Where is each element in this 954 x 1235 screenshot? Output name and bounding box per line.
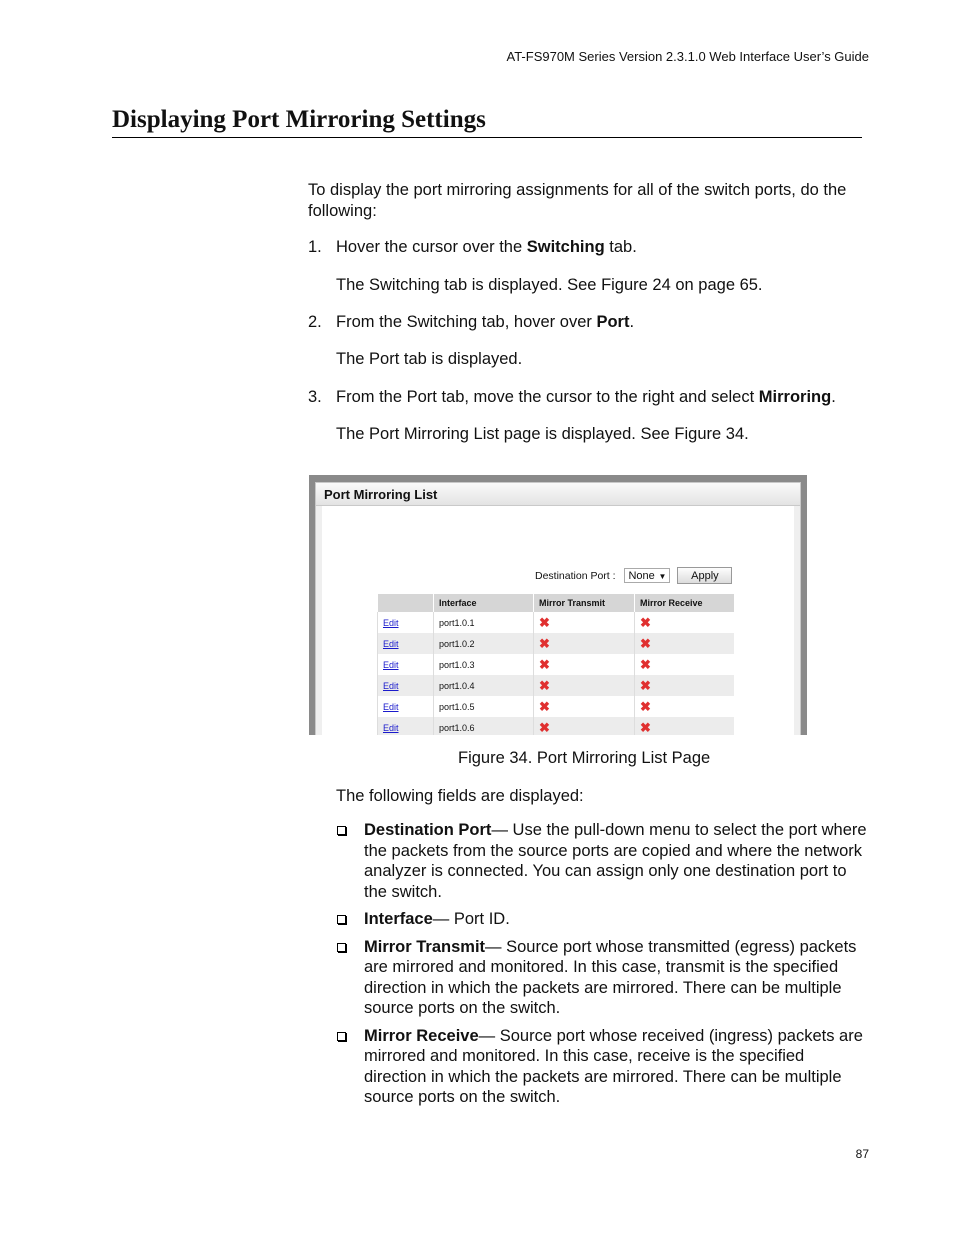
- interface-cell: port1.0.3: [434, 654, 534, 675]
- table-row: [378, 612, 735, 633]
- step-text: tab.: [604, 238, 637, 256]
- red-x-icon: ✖: [640, 657, 651, 672]
- edit-link[interactable]: Edit: [383, 722, 399, 733]
- destination-port-select[interactable]: [624, 568, 670, 583]
- step-text: From the Switching tab, hover over: [336, 313, 597, 331]
- edit-link[interactable]: Edit: [383, 701, 399, 712]
- destination-port-label: Destination Port :: [535, 569, 616, 582]
- field-list: [336, 820, 870, 1115]
- list-item: [336, 820, 870, 902]
- apply-button[interactable]: Apply: [677, 567, 732, 584]
- table-row: [378, 654, 735, 675]
- port-mirroring-screenshot: [309, 475, 807, 735]
- list-item: [336, 909, 870, 930]
- column-header-action: [378, 594, 434, 612]
- step-text: .: [629, 313, 635, 331]
- step-text: Hover the cursor over the: [336, 238, 527, 256]
- red-x-icon: ✖: [640, 678, 651, 693]
- step-text: .: [831, 388, 836, 406]
- field-name: Mirror Transmit: [364, 937, 486, 956]
- destination-port-value: None: [628, 570, 655, 582]
- step-3-result: The Port Mirroring List page is displayed. See Figure 34.: [336, 425, 749, 443]
- red-x-icon: ✖: [539, 657, 550, 672]
- step-2-result: The Port tab is displayed.: [336, 350, 523, 368]
- edit-link[interactable]: Edit: [383, 680, 399, 691]
- page-number: 87: [855, 1147, 869, 1161]
- table-header-row: [378, 594, 735, 612]
- red-x-icon: ✖: [539, 678, 550, 693]
- step-2: [308, 312, 870, 333]
- interface-cell: port1.0.5: [434, 696, 534, 717]
- destination-port-row: [535, 567, 732, 584]
- field-description: — Source port whose received (ingress) packets are mirrored and monitored. In this case, receive is the specified direction in which the packets are mirrored. There can be multiple source ports on the switch.: [364, 1026, 863, 1106]
- column-header-mirror-receive: Mirror Receive: [635, 594, 735, 612]
- red-x-icon: ✖: [539, 615, 550, 630]
- column-header-mirror-transmit: Mirror Transmit: [534, 594, 635, 612]
- step-keyword: Port: [596, 313, 630, 331]
- step-1-result: The Switching tab is displayed. See Figure 24 on page 65.: [336, 276, 763, 294]
- field-description: — Use the pull-down menu to select the port where the packets from the source ports are copied and where the network analyzer is connected. You can assign only one destination port to the switch.: [364, 821, 867, 901]
- panel: [315, 482, 801, 735]
- section-title: Displaying Port Mirroring Settings: [112, 106, 862, 138]
- step-keyword: Switching: [526, 238, 605, 256]
- field-name: Interface: [364, 910, 433, 928]
- interface-cell: port1.0.1: [434, 612, 534, 633]
- step-number: 1.: [308, 238, 322, 256]
- panel-body: [316, 506, 800, 735]
- step-text: From the Port tab, move the cursor to the right and select: [336, 388, 759, 406]
- field-name: Mirror Receive: [364, 1026, 479, 1045]
- red-x-icon: ✖: [640, 720, 651, 735]
- chevron-down-icon: ▼: [658, 572, 667, 581]
- red-x-icon: ✖: [539, 720, 550, 735]
- list-item: [336, 937, 870, 1019]
- checkbox-bullet-icon: [337, 826, 346, 835]
- red-x-icon: ✖: [539, 636, 550, 651]
- panel-title: Port Mirroring List: [316, 483, 800, 506]
- edit-link[interactable]: Edit: [383, 617, 399, 628]
- field-description: — Source port whose transmitted (egress) packets are mirrored and monitored. In this case, transmit is the specified direction in which the packets are mirrored. There can be multiple source ports on the switch.: [364, 937, 857, 1017]
- edit-link[interactable]: Edit: [383, 638, 399, 649]
- step-1: [308, 237, 870, 258]
- figure-caption: Figure 34. Port Mirroring List Page: [458, 749, 711, 767]
- checkbox-bullet-icon: [337, 915, 346, 924]
- interface-cell: port1.0.4: [434, 675, 534, 696]
- red-x-icon: ✖: [640, 699, 651, 714]
- interface-cell: port1.0.2: [434, 633, 534, 654]
- field-name: Destination Port: [364, 821, 492, 839]
- list-item: [336, 1026, 870, 1108]
- field-description: — Port ID.: [432, 910, 510, 928]
- intro-paragraph: To display the port mirroring assignments for all of the switch ports, do the following:: [308, 181, 847, 220]
- step-3: [308, 387, 870, 408]
- step-number: 3.: [308, 388, 322, 406]
- checkbox-bullet-icon: [337, 1032, 346, 1041]
- step-keyword: Mirroring: [758, 388, 832, 406]
- step-number: 2.: [308, 313, 322, 331]
- port-mirroring-table: [377, 594, 734, 735]
- red-x-icon: ✖: [640, 615, 651, 630]
- checkbox-bullet-icon: [337, 943, 346, 952]
- table-row: [378, 717, 735, 735]
- fields-intro: The following fields are displayed:: [336, 787, 584, 805]
- column-header-interface: Interface: [434, 594, 534, 612]
- red-x-icon: ✖: [640, 636, 651, 651]
- edit-link[interactable]: Edit: [383, 659, 399, 670]
- table-row: [378, 675, 735, 696]
- table-row: [378, 696, 735, 717]
- table-row: [378, 633, 735, 654]
- running-header: AT-FS970M Series Version 2.3.1.0 Web Interface User’s Guide: [506, 49, 869, 64]
- interface-cell: port1.0.6: [434, 717, 534, 735]
- red-x-icon: ✖: [539, 699, 550, 714]
